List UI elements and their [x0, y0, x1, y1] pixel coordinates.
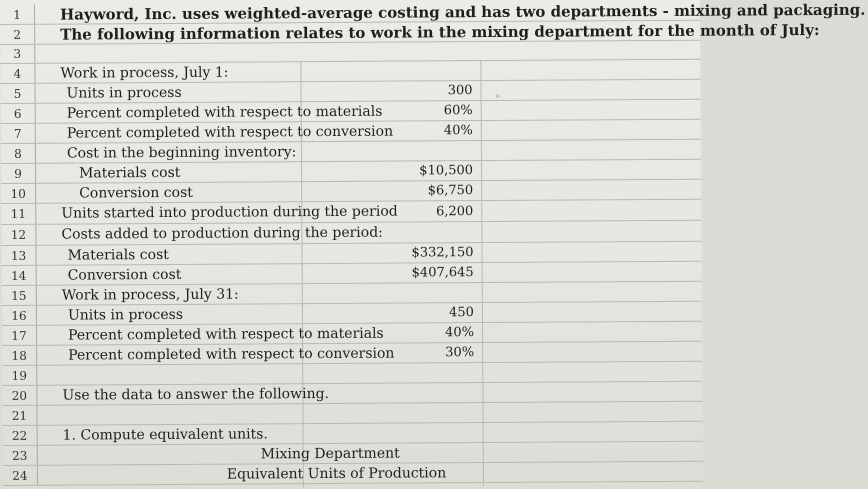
row-value[interactable]: $6,750 [427, 183, 474, 199]
row-number: 6 [1, 104, 36, 123]
title-line-1[interactable]: Hayword, Inc. uses weighted-average costing and has two departments - mixing and packaging. [60, 0, 866, 24]
row-label[interactable]: Mixing Department [260, 445, 400, 462]
section-heading[interactable]: Work in process, July 1: [60, 64, 229, 82]
section-heading[interactable]: Work in process, July 31: [61, 286, 239, 304]
row-value[interactable]: $332,150 [411, 245, 474, 261]
row-number: 2 [0, 25, 35, 44]
row-value[interactable]: 6,200 [436, 203, 474, 219]
row-label[interactable]: Materials cost [79, 164, 181, 182]
row-number: 5 [1, 84, 36, 103]
row-number: 23 [3, 446, 38, 465]
row-number: 7 [1, 124, 36, 143]
row-number: 16 [2, 306, 37, 325]
row-number: 9 [1, 164, 36, 183]
row-label[interactable]: Conversion cost [79, 184, 193, 202]
row-number: 13 [2, 246, 37, 265]
row-label[interactable]: Use the data to answer the following. [62, 385, 330, 404]
row-value[interactable]: $10,500 [419, 163, 474, 179]
row-number: 20 [2, 386, 37, 405]
section-heading[interactable]: Costs added to production during the period: [61, 224, 383, 243]
row-label[interactable]: Units started into production during the period [61, 203, 398, 222]
row-number: 14 [2, 266, 37, 285]
row-label[interactable]: Units in process [66, 84, 182, 102]
row-number: 22 [3, 426, 38, 445]
row-number: 3 [0, 45, 35, 63]
row-number: 15 [2, 286, 37, 305]
row-label[interactable]: Percent completed with respect to materials [67, 325, 384, 344]
row-label[interactable]: Percent completed with respect to materials [66, 103, 383, 122]
row-number: 19 [2, 366, 37, 385]
row-number: 21 [2, 406, 37, 425]
row-number: 11 [1, 204, 36, 224]
row-value[interactable]: 40% [443, 123, 473, 139]
row-label[interactable]: 1. Compute equivalent units. [62, 425, 268, 444]
row-value[interactable]: 60% [443, 103, 473, 119]
row-label[interactable]: Equivalent Units of Production [226, 464, 447, 483]
row-value[interactable]: $407,645 [411, 265, 474, 281]
row-label[interactable]: Conversion cost [67, 266, 182, 284]
row-value[interactable]: 40% [445, 325, 475, 341]
row-value[interactable]: 30% [445, 345, 475, 361]
row-label[interactable]: Units in process [67, 306, 184, 324]
row-label[interactable]: Percent completed with respect to conversion [68, 345, 395, 364]
row-value[interactable]: 300 [447, 83, 473, 99]
row-number: 17 [2, 326, 37, 345]
row-number: 1 [0, 5, 35, 24]
row-label[interactable]: Cost in the beginning inventory: [66, 143, 297, 162]
sheet-row[interactable] [3, 462, 703, 486]
row-number: 8 [1, 144, 36, 163]
row-number: 4 [0, 64, 35, 83]
row-label[interactable]: Percent completed with respect to conversion [66, 123, 394, 142]
row-value[interactable]: 450 [449, 305, 474, 321]
title-line-2[interactable]: The following information relates to work in the mixing department for the month of July: [60, 20, 820, 44]
row-number: 10 [1, 184, 36, 203]
row-number: 12 [1, 225, 36, 245]
row-number: 24 [3, 466, 38, 485]
row-number: 18 [2, 346, 37, 365]
row-label[interactable]: Materials cost [67, 246, 169, 264]
